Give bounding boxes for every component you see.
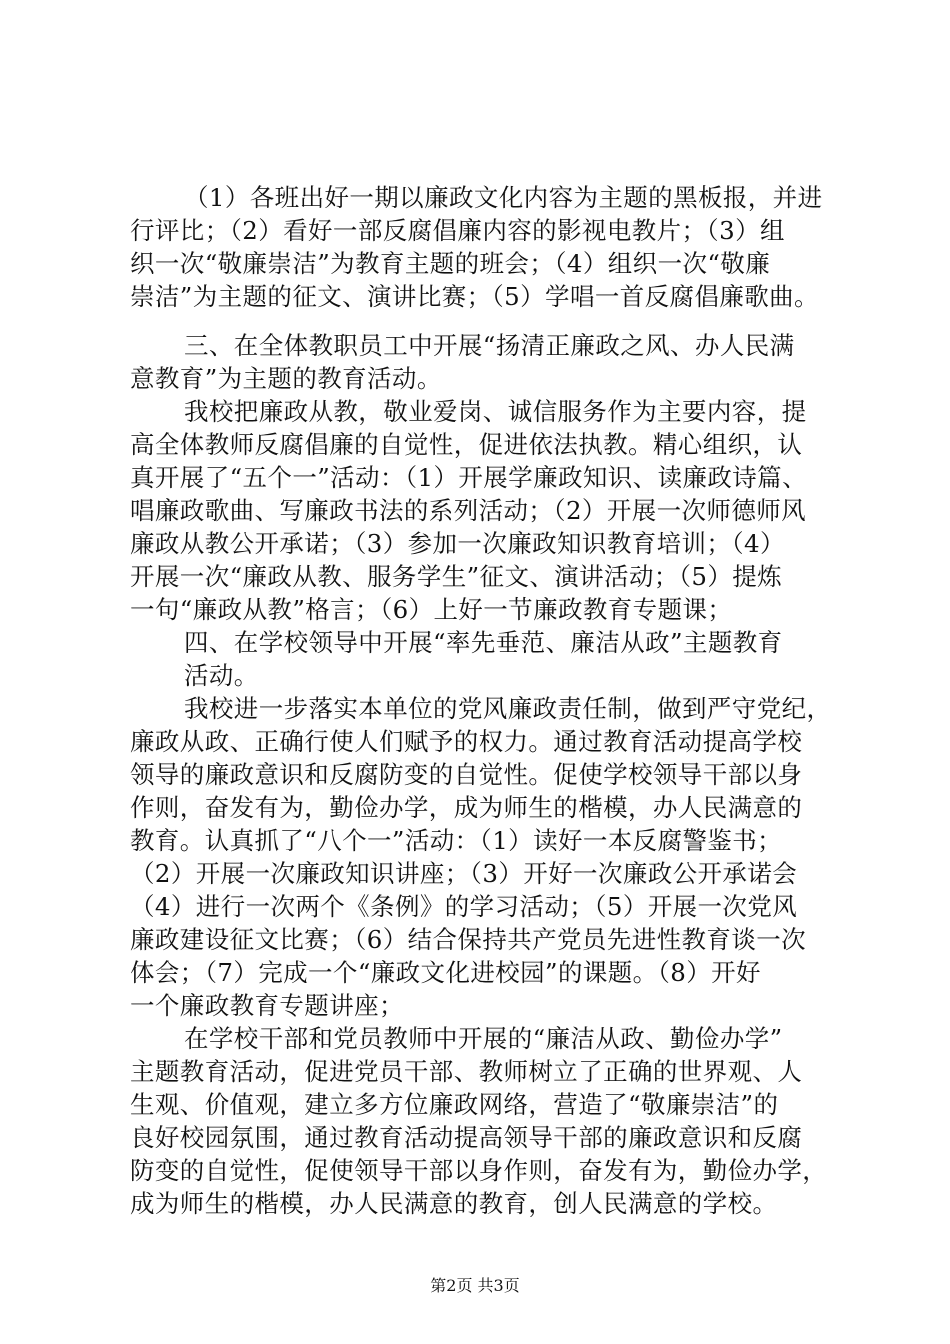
section-heading-three: 三、在全体教职员工中开展“扬清正廉政之风、办人民满: [184, 331, 795, 360]
text-line: 廉政从教公开承诺；（3）参加一次廉政知识教育培训；（4）: [130, 529, 785, 558]
section-heading-four-cont: 活动。: [184, 661, 259, 690]
text-line: 崇洁”为主题的征文、演讲比赛；（5）学唱一首反腐倡廉歌曲。: [130, 282, 819, 311]
text-line: 意教育”为主题的教育活动。: [130, 364, 442, 393]
text-line: 廉政从政、正确行使人们赋予的权力。通过教育活动提高学校: [130, 727, 803, 756]
text-line: 成为师生的楷模，办人民满意的教育，创人民满意的学校。: [130, 1189, 778, 1218]
text-line: 在学校干部和党员教师中开展的“廉洁从政、勤俭办学”: [184, 1024, 783, 1053]
text-line: 织一次“敬廉崇洁”为教育主题的班会；（4）组织一次“敬廉: [130, 249, 771, 278]
text-line: 教育。认真抓了“八个一”活动：（1）读好一本反腐警鉴书；: [130, 826, 783, 855]
text-line: 廉政建设征文比赛；（6）结合保持共产党员先进性教育谈一次: [130, 925, 807, 954]
text-line: 生观、价值观，建立多方位廉政网络，营造了“敬廉崇洁”的: [130, 1090, 779, 1119]
text-line: （2）开展一次廉政知识讲座；（3）开好一次廉政公开承诺会: [130, 859, 798, 888]
text-line: （4）进行一次两个《条例》的学习活动；（5）开展一次党风: [130, 892, 798, 921]
text-line: 我校把廉政从教，敬业爱岗、诚信服务作为主要内容，提: [184, 397, 807, 426]
text-line: 一句“廉政从教”格言；（6）上好一节廉政教育专题课；: [130, 595, 733, 624]
text-line: 真开展了“五个一”活动：（1）开展学廉政知识、读廉政诗篇、: [130, 463, 807, 492]
text-line: 作则，奋发有为，勤俭办学，成为师生的楷模，办人民满意的: [130, 793, 803, 822]
page-footer: 第2页 共3页: [430, 1276, 520, 1295]
text-line: 行评比；（2）看好一部反腐倡廉内容的影视电教片；（3）组: [130, 216, 785, 245]
text-line: 一个廉政教育专题讲座；: [130, 991, 404, 1020]
text-line: 良好校园氛围，通过教育活动提高领导干部的廉政意识和反腐: [130, 1123, 803, 1152]
text-line: 唱廉政歌曲、写廉政书法的系列活动；（2）开展一次师德师风: [130, 496, 807, 525]
text-line: 主题教育活动，促进党员干部、教师树立了正确的世界观、人: [130, 1057, 803, 1086]
text-line: （1）各班出好一期以廉政文化内容为主题的黑板报，并进: [184, 183, 823, 212]
text-line: 防变的自觉性，促使领导干部以身作则，奋发有为，勤俭办学，: [130, 1156, 828, 1185]
text-line: 开展一次“廉政从教、服务学生”征文、演讲活动；（5）提炼: [130, 562, 783, 591]
text-line: 体会；（7）完成一个“廉政文化进校园”的课题。（8）开好: [130, 958, 761, 987]
text-line: 我校进一步落实本单位的党风廉政责任制，做到严守党纪，: [184, 694, 832, 723]
text-line: 高全体教师反腐倡廉的自觉性，促进依法执教。精心组织，认: [130, 430, 803, 459]
section-heading-four: 四、在学校领导中开展“率先垂范、廉洁从政”主题教育: [184, 628, 783, 657]
text-line: 领导的廉政意识和反腐防变的自觉性。促使学校领导干部以身: [130, 760, 803, 789]
